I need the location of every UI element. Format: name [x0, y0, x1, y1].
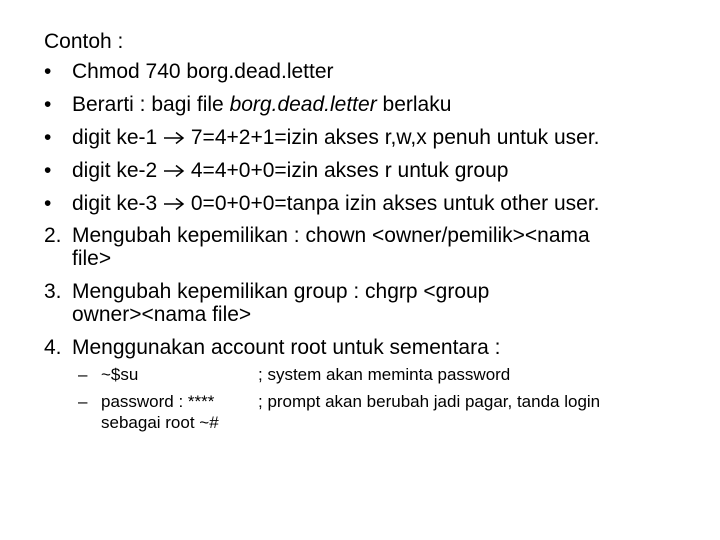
numbered-text-line1: Mengubah kepemilikan group : chgrp <group — [72, 280, 490, 303]
bullet-marker: • — [44, 159, 52, 182]
numbered-item-chgrp — [0, 280, 720, 328]
bullet-text-pre: digit ke-3 — [72, 192, 164, 215]
bullet-item-digit-3 — [0, 192, 720, 216]
sub-item-comment: ; prompt akan berubah jadi pagar, tanda login — [258, 392, 601, 411]
right-arrow-icon — [163, 164, 185, 178]
bullet-text-post: berlaku — [376, 93, 452, 116]
sub-item-su — [0, 364, 720, 386]
bullet-item-digit-1 — [0, 126, 720, 150]
bullet-text — [72, 159, 508, 183]
bullet-text-pre: digit ke-1 — [72, 126, 164, 149]
sub-item-command: password : **** — [101, 392, 215, 411]
bullet-item-chmod — [0, 60, 720, 84]
bullet-text: Chmod 740 borg.dead.letter — [72, 60, 334, 83]
number-marker: 2. — [44, 224, 62, 247]
dash-marker: – — [78, 365, 88, 384]
number-marker: 4. — [44, 336, 62, 359]
bullet-text — [72, 93, 451, 117]
bullet-text-pre: digit ke-2 — [72, 159, 164, 182]
intro-text: Contoh : — [44, 30, 124, 53]
bullet-text-post: 0=0+0+0=tanpa izin akses untuk other user. — [185, 192, 600, 215]
numbered-text-line2: owner><nama file> — [72, 303, 252, 326]
bullet-text-post: 7=4+2+1=izin akses r,w,x penuh untuk user. — [185, 126, 600, 149]
bullet-text-pre: Berarti : bagi file — [72, 93, 230, 116]
bullet-text — [72, 126, 600, 150]
sub-item-command: ~$su — [101, 365, 139, 384]
numbered-text-line1: Menggunakan account root untuk sementara : — [72, 336, 501, 359]
bullet-text-filename: borg.dead.letter — [229, 93, 377, 116]
bullet-marker: • — [44, 126, 52, 149]
bullet-item-digit-2 — [0, 159, 720, 183]
bullet-text-post: 4=4+0+0=izin akses r untuk group — [185, 159, 509, 182]
numbered-item-root — [0, 336, 720, 360]
bullet-marker: • — [44, 93, 52, 116]
bullet-marker: • — [44, 192, 52, 215]
sub-item-command-line2: sebagai root ~# — [101, 413, 219, 432]
sub-item-comment: ; system akan meminta password — [258, 365, 511, 384]
right-arrow-icon — [163, 131, 185, 145]
number-marker: 3. — [44, 280, 62, 303]
numbered-text-line1: Mengubah kepemilikan : chown <owner/pemilik><nama — [72, 224, 590, 247]
right-arrow-icon — [163, 197, 185, 211]
numbered-item-chown — [0, 224, 720, 272]
numbered-text-line2: file> — [72, 247, 112, 270]
dash-marker: – — [78, 392, 88, 411]
sub-item-password — [0, 391, 720, 435]
bullet-text — [72, 192, 600, 216]
bullet-marker: • — [44, 60, 52, 83]
bullet-item-berarti — [0, 93, 720, 117]
